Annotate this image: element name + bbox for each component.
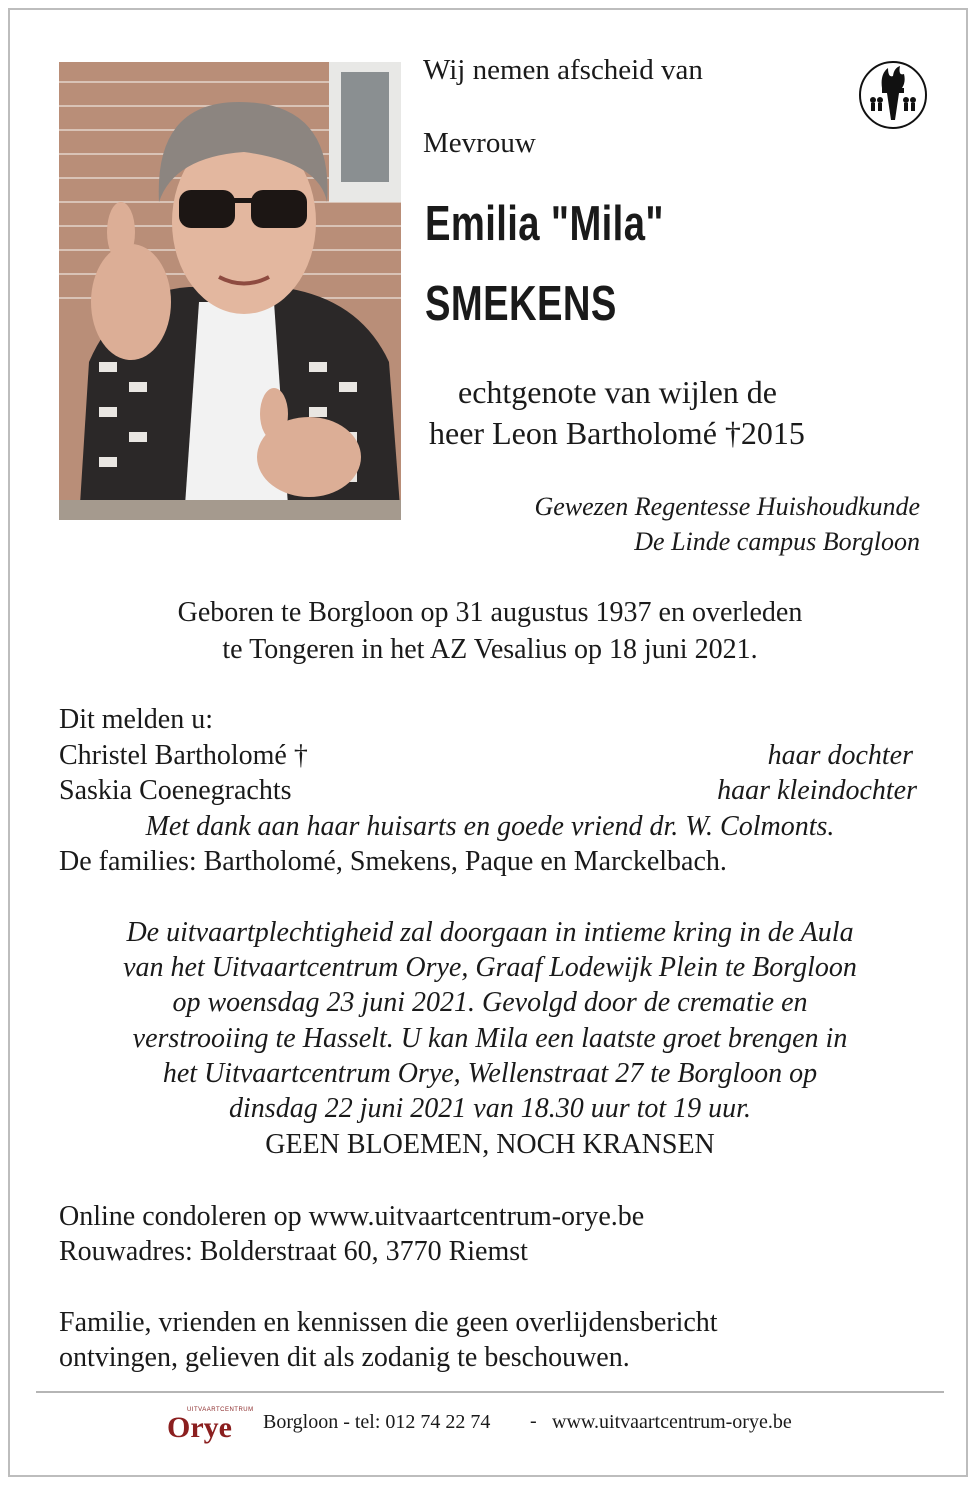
families-line: De families: Bartholomé, Smekens, Paque en Marckelbach. <box>59 846 727 877</box>
deceased-first-name: Emilia "Mila" <box>425 197 664 251</box>
online-condolences: Online condoleren op www.uitvaartcentrum-orye.be <box>59 1201 645 1232</box>
announcer-relation: haar kleindochter <box>717 775 917 806</box>
footer-website: www.uitvaartcentrum-orye.be <box>552 1411 792 1433</box>
ceremony-line: De uitvaartplechtigheid zal doorgaan in intieme kring in de Aula <box>126 917 854 948</box>
logo-text: Orye <box>167 1411 232 1444</box>
intro-text: Wij nemen afscheid van <box>423 54 703 86</box>
spouse-line-2: heer Leon Bartholomé †2015 <box>429 415 805 451</box>
portrait-photo <box>59 62 401 520</box>
thanks-line: Met dank aan haar huisarts en goede vriend dr. W. Colmonts. <box>145 811 835 842</box>
birth-death-line-1: Geboren te Borgloon op 31 augustus 1937 en overleden <box>177 597 803 628</box>
role-line-1: Gewezen Regentesse Huishoudkunde <box>534 492 920 521</box>
footer-separator: - <box>530 1410 537 1432</box>
role-line-2: De Linde campus Borgloon <box>634 527 920 556</box>
no-flowers-notice: GEEN BLOEMEN, NOCH KRANSEN <box>265 1129 715 1160</box>
announcers-intro: Dit melden u: <box>59 704 213 735</box>
birth-death-line-2: te Tongeren in het AZ Vesalius op 18 juni 2021. <box>222 634 758 665</box>
mourning-address: Rouwadres: Bolderstraat 60, 3770 Riemst <box>59 1236 528 1267</box>
ceremony-line: op woensdag 23 juni 2021. Gevolgd door de crematie en <box>172 987 808 1018</box>
announcer-relation: haar dochter <box>767 740 913 771</box>
orye-logo <box>167 1407 254 1444</box>
ceremony-line: het Uitvaartcentrum Orye, Wellenstraat 27 te Borgloon op <box>162 1058 818 1089</box>
closing-line-1: Familie, vrienden en kennissen die geen overlijdensbericht <box>59 1307 718 1338</box>
deceased-last-name: SMEKENS <box>425 277 617 331</box>
logo-small-text: UITVAARTCENTRUM <box>187 1407 254 1413</box>
closing-line-2: ontvingen, gelieven dit als zodanig te beschouwen. <box>59 1342 630 1373</box>
announcer-name: Saskia Coenegrachts <box>59 775 292 806</box>
torch-emblem-icon <box>858 60 928 130</box>
announcer-name: Christel Bartholomé † <box>59 740 308 771</box>
ceremony-line: van het Uitvaartcentrum Orye, Graaf Lodewijk Plein te Borgloon <box>123 952 857 983</box>
salutation: Mevrouw <box>423 127 536 159</box>
footer-divider <box>36 1391 944 1393</box>
ceremony-line: dinsdag 22 juni 2021 van 18.30 uur tot 19 uur. <box>229 1093 751 1124</box>
footer-phone: Borgloon - tel: 012 74 22 74 <box>263 1411 491 1433</box>
spouse-line-1: echtgenote van wijlen de <box>458 374 777 410</box>
ceremony-line: verstrooiing te Hasselt. U kan Mila een laatste groet brengen in <box>132 1023 848 1054</box>
